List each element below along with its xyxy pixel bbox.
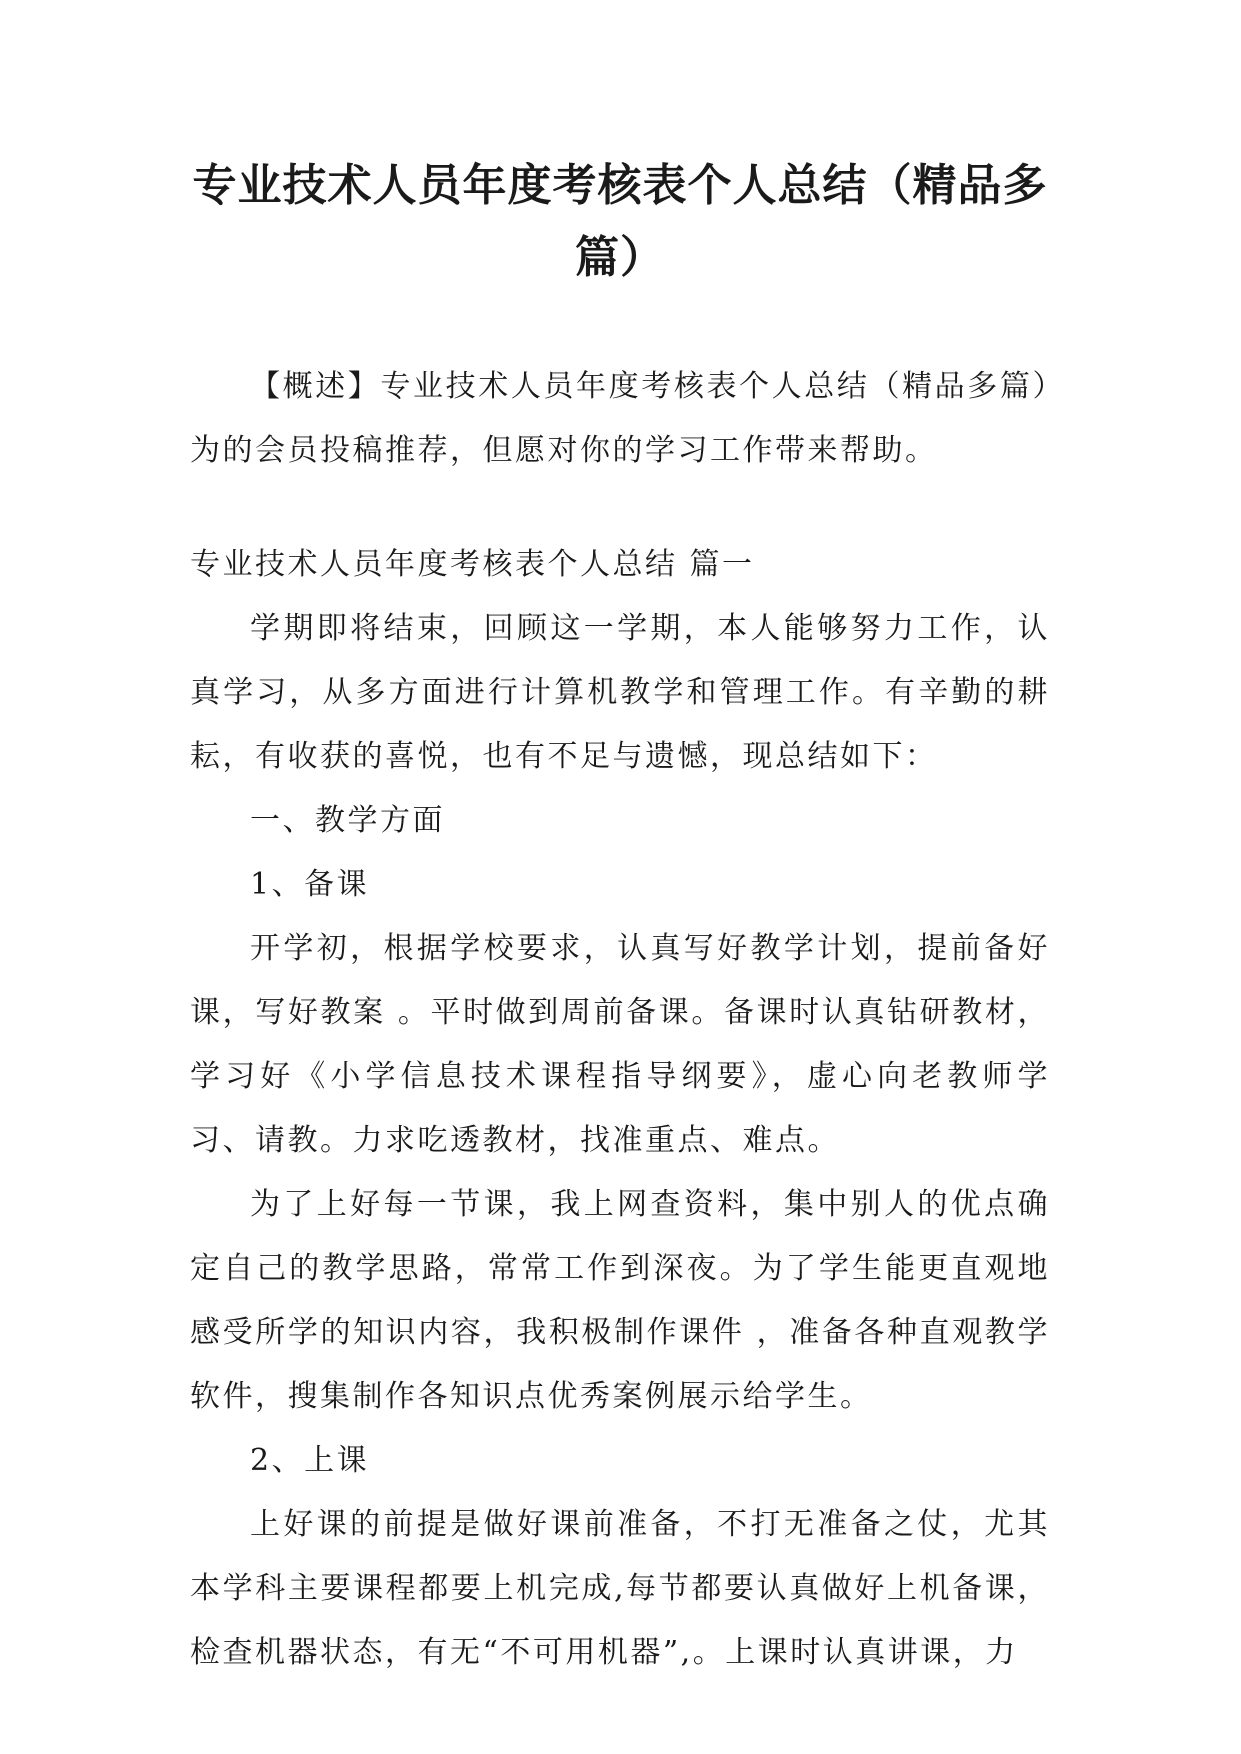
spacer xyxy=(190,483,1050,533)
heading-class: 2、上课 xyxy=(250,1443,370,1478)
heading-teaching: 一、教学方面 xyxy=(250,803,445,838)
body-paragraph: 开学初，根据学校要求，认真写好教学计划，提前备好课，写好教案 。平时做到周前备课。备课时认真钻研教材，学习好《小学信息技术课程指导纲要》，虚心向老教师学习、请教。力求吃透教材，找准重点、难点。 xyxy=(190,931,1050,1158)
body-paragraph: 为了上好每一节课，我上网查资料，集中别人的优点确定自己的教学思路，常常工作到深夜。为了学生能更直观地感受所学的知识内容，我积极制作课件 ，准备各种直观教学软件，搜集制作各知识点优秀案例展示给学生。 xyxy=(190,1187,1050,1414)
document-title: 专业技术人员年度考核表个人总结（精品多篇） xyxy=(192,160,1048,283)
summary-paragraph: 【概述】专业技术人员年度考核表个人总结（精品多篇）为的会员投稿推荐，但愿对你的学习工作带来帮助。 xyxy=(190,369,1050,468)
body-paragraph: 上好课的前提是做好课前准备，不打无准备之仗，尤其本学科主要课程都要上机完成,每节都要认真做好上机备课，检查机器状态，有无“不可用机器”,。上课时认真讲课，力 xyxy=(190,1507,1050,1670)
heading-lesson-prep: 1、备课 xyxy=(250,867,370,902)
body-paragraph: 学期即将结束，回顾这一学期，本人能够努力工作，认真学习，从多方面进行计算机教学和管理工作。有辛勤的耕耘，有收获的喜悦，也有不足与遗憾，现总结如下： xyxy=(190,611,1050,774)
document-body xyxy=(190,355,1050,1685)
section-title: 专业技术人员年度考核表个人总结 篇一 xyxy=(190,547,755,582)
